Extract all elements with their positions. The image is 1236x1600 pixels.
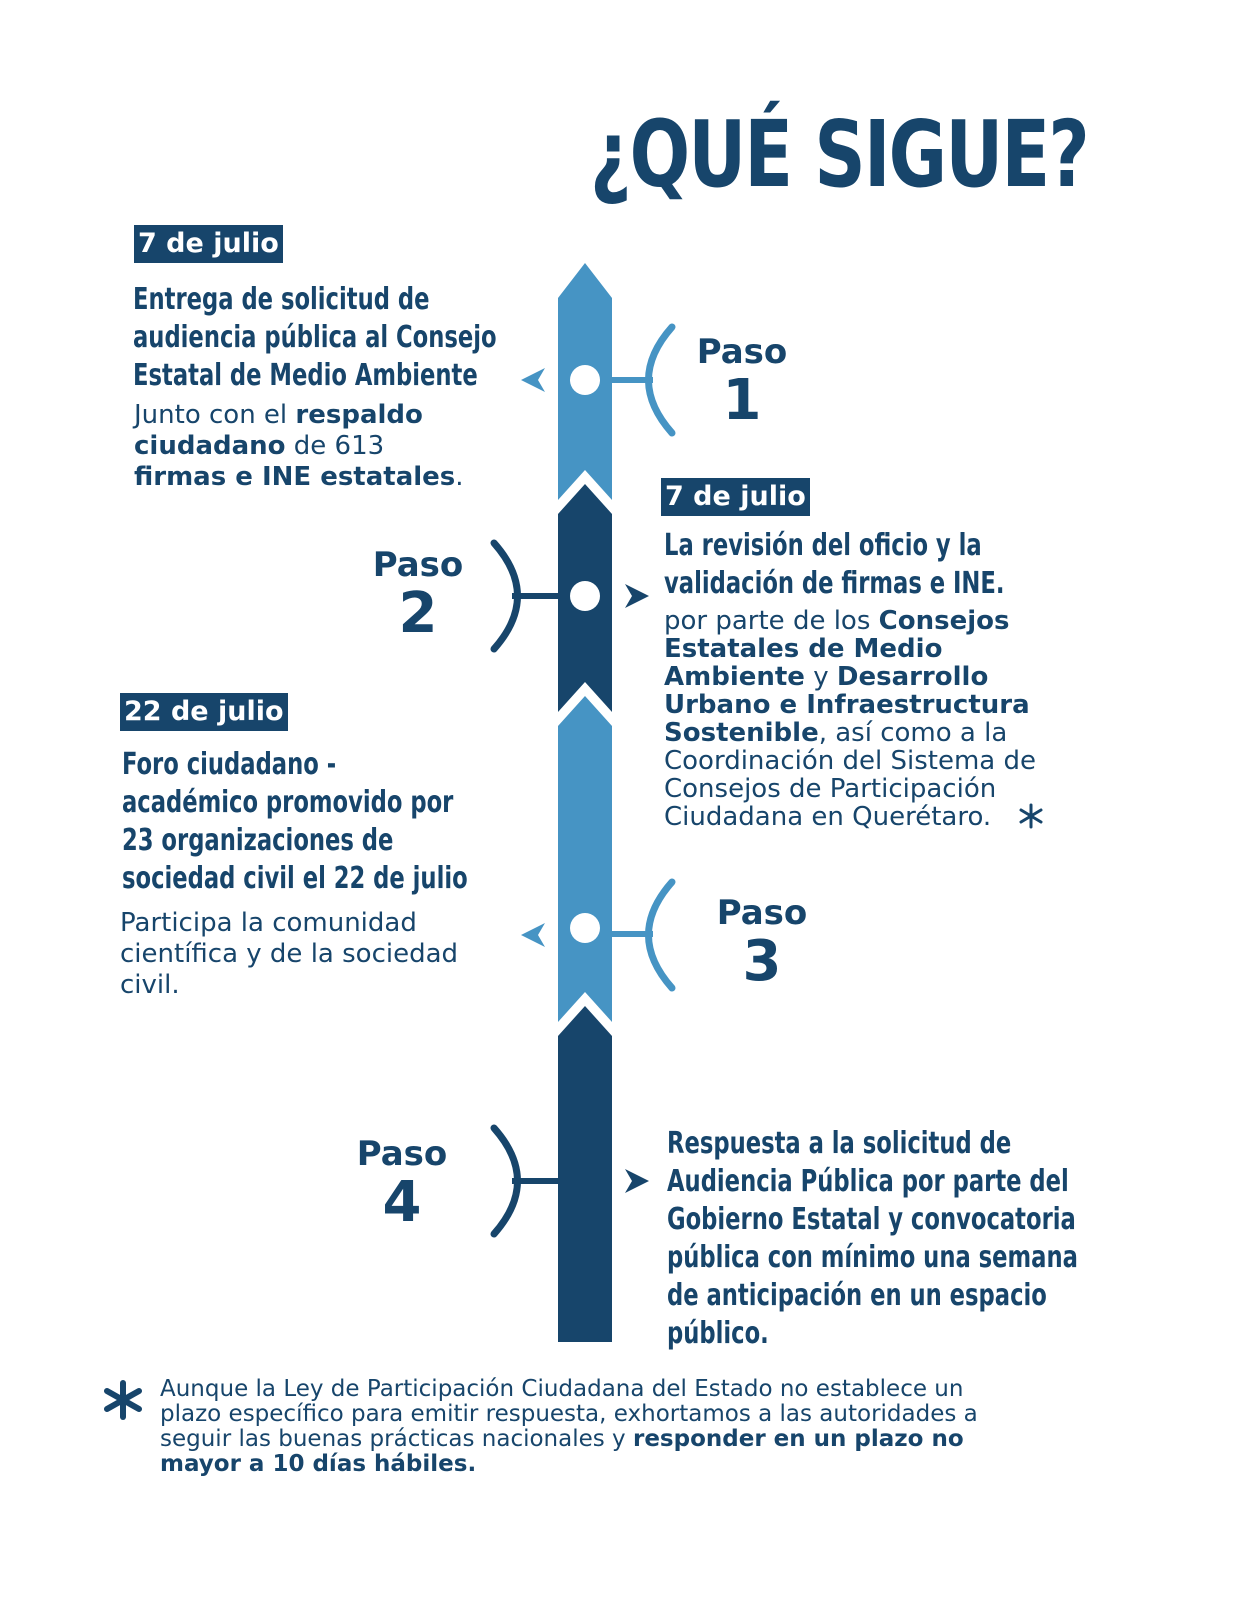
step-3-heading: Foro ciudadano - académico promovido por 23 organizaciones de sociedad civil el 22 de julio (122, 747, 468, 896)
timeline-segment-4 (558, 1006, 612, 1342)
timeline-segment-3 (558, 696, 612, 1022)
step-1-date: 7 de julio (134, 225, 283, 263)
step-2-description: por parte de los Consejos Estatales de Medio Ambiente y Desarrollo Urbano e Infraestructura Sostenible, así como a la Coordinación del Sistema de Consejos de Participación Ciudadana en Querétaro. (664, 606, 1036, 832)
step-2-label: Paso 2 (372, 545, 464, 646)
step-1-description: Junto con el respaldo ciudadano de 613 firmas e INE estatales. (134, 400, 464, 492)
step-2-date: 7 de julio (661, 478, 810, 516)
step-2-heading: La revisión del oficio y la validación de firmas e INE. (664, 528, 1005, 601)
step-4-heading: Respuesta a la solicitud de Audiencia Pública por parte del Gobierno Estatal y convocatoria pública con mínimo una semana de anticipación en un espacio público. (667, 1126, 1078, 1351)
footnote: Aunque la Ley de Participación Ciudadana del Estado no establece un plazo específico para emitir respuesta, exhortamos a las autoridades a seguir las buenas prácticas nacionales y responder en un plazo no mayor a 10 días hábiles. (160, 1376, 978, 1477)
step-3-label: Paso 3 (716, 893, 808, 994)
step-3-date: 22 de julio (120, 693, 288, 731)
step-4-label: Paso 4 (356, 1134, 448, 1235)
step-1-label: Paso 1 (696, 332, 788, 433)
step-1-heading: Entrega de solicitud de audiencia pública al Consejo Estatal de Medio Ambiente (133, 282, 497, 393)
page-title: ¿QUÉ SIGUE? (590, 101, 1088, 208)
footnote-asterisk-icon (107, 1383, 139, 1417)
step-3-description: Participa la comunidad científica y de la sociedad civil. (120, 908, 459, 1000)
